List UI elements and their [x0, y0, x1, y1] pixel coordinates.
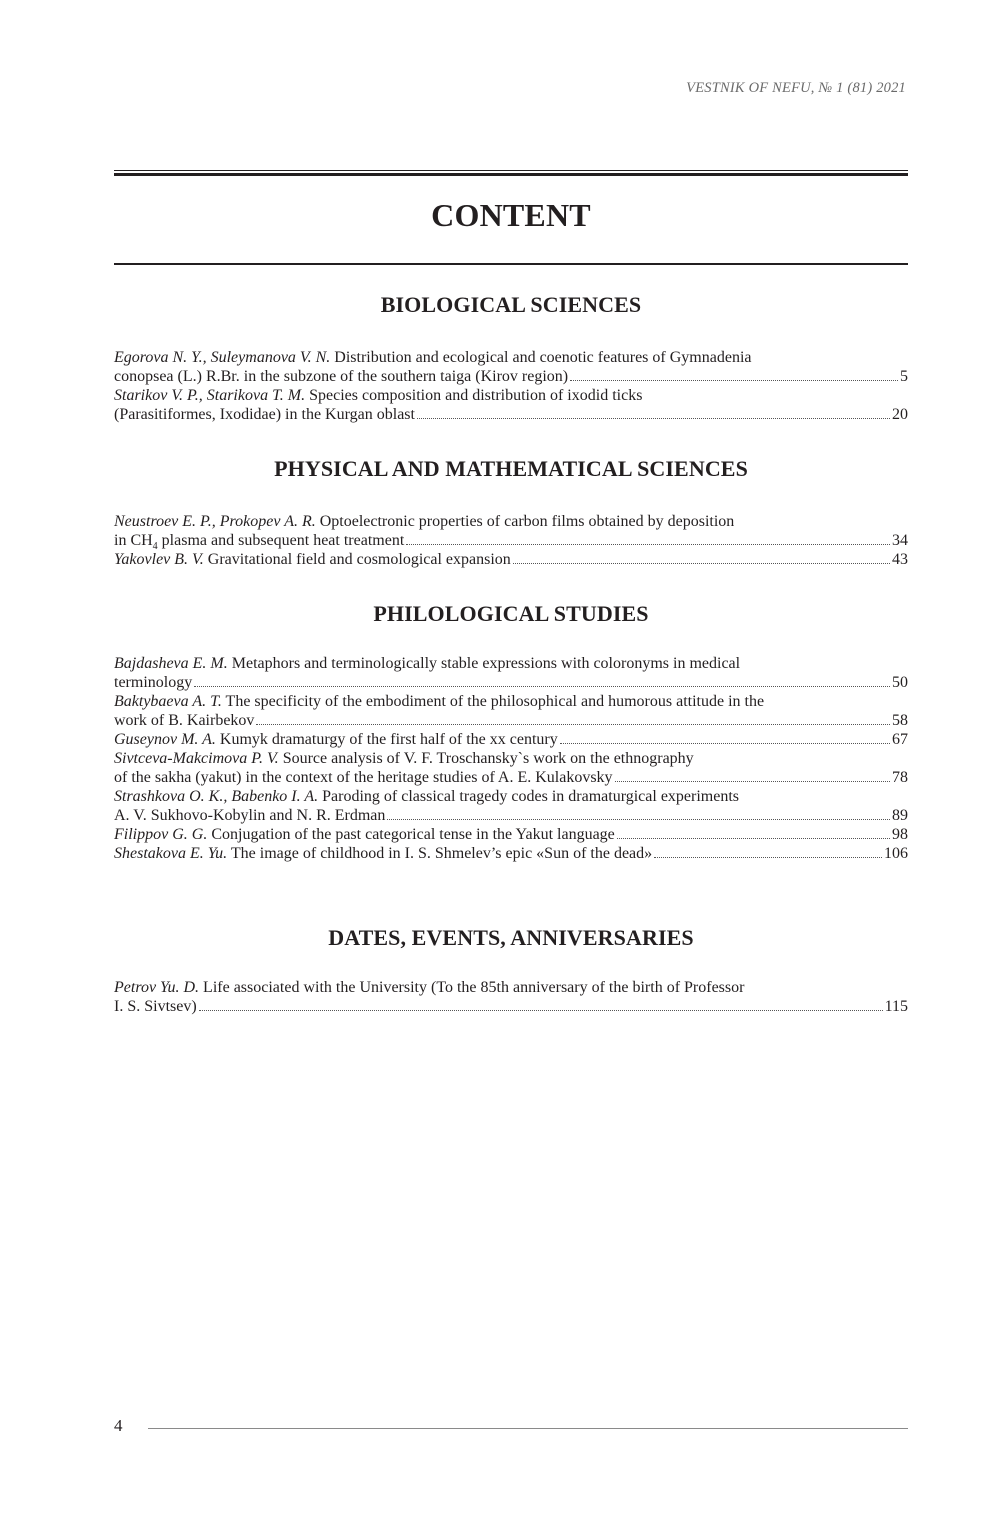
- entry-page: 115: [884, 998, 908, 1015]
- entry-title: Conjugation of the past categorical tense in the Yakut language: [207, 826, 615, 843]
- entry-authors: Baktybaeva A. T.: [114, 693, 222, 710]
- dot-leader: [513, 563, 890, 564]
- section-dates-events-anniversaries: [114, 924, 908, 1016]
- dot-leader: [387, 819, 890, 820]
- entry-title-cont: of the sakha (yakut) in the context of the heritage studies of A. E. Kulakovsky: [114, 769, 613, 786]
- entry-title-cont: A. V. Sukhovo-Kobylin and N. R. Erdman: [114, 807, 386, 824]
- entry-authors: Starikov V. P., Starikova T. M.: [114, 387, 306, 404]
- running-head: VESTNIK OF NEFU, № 1 (81) 2021: [686, 80, 906, 96]
- dot-leader: [570, 380, 898, 381]
- entry-authors: Yakovlev B. V.: [114, 551, 204, 568]
- entry-page: 106: [884, 845, 908, 862]
- entry-authors: Filippov G. G.: [114, 826, 208, 843]
- entry-title: Life associated with the University (To the 85th anniversary of the birth of Professor: [199, 979, 745, 996]
- toc-entry[interactable]: [114, 730, 908, 749]
- toc-entry[interactable]: [114, 749, 908, 787]
- toc-entry[interactable]: [114, 844, 908, 863]
- entry-authors: Bajdasheva E. M.: [114, 655, 228, 672]
- entry-page: 89: [892, 807, 908, 824]
- entry-page: 67: [892, 731, 908, 748]
- entry-page: 20: [892, 406, 908, 423]
- entry-title: Paroding of classical tragedy codes in dramaturgical experiments: [318, 788, 740, 805]
- section-heading: PHILOLOGICAL STUDIES: [373, 601, 649, 626]
- entry-title: Source analysis of V. F. Troschansky`s work on the ethnography: [278, 750, 694, 767]
- entry-title: Optoelectronic properties of carbon films obtained by deposition: [315, 513, 735, 530]
- toc-entry[interactable]: [114, 348, 908, 386]
- entry-page: 5: [900, 368, 908, 385]
- dot-leader: [560, 743, 890, 744]
- dot-leader: [256, 724, 890, 725]
- entry-title-cont: work of B. Kairbekov: [114, 712, 255, 729]
- toc-entry[interactable]: [114, 787, 908, 825]
- toc-entry[interactable]: [114, 825, 908, 844]
- page-title: CONTENT: [431, 197, 591, 233]
- page-number: 4: [114, 1416, 123, 1435]
- entry-title: Distribution and ecological and coenotic features of Gymnadenia: [330, 349, 752, 366]
- entry-authors: Petrov Yu. D.: [114, 979, 200, 996]
- entry-title-cont: (Parasitiformes, Ixodidae) in the Kurgan oblast: [114, 406, 415, 423]
- toc-entry[interactable]: [114, 692, 908, 730]
- entry-authors: Strashkova O. K., Babenko I. A.: [114, 788, 319, 805]
- entry-page: 58: [892, 712, 908, 729]
- toc-entry[interactable]: [114, 386, 908, 424]
- section-heading: PHYSICAL AND MATHEMATICAL SCIENCES: [274, 456, 748, 481]
- section-heading: BIOLOGICAL SCIENCES: [380, 292, 642, 317]
- entry-title: The image of childhood in I. S. Shmelev’s epic «Sun of the dead»: [227, 845, 653, 862]
- entry-title: Kumyk dramaturgy of the first half of the xx century: [215, 731, 558, 748]
- entry-page: 78: [892, 769, 908, 786]
- entry-authors: Neustroev E. P., Prokopev A. R.: [114, 513, 316, 530]
- title-top-rule: [114, 170, 908, 176]
- section-physical-mathematical-sciences: [114, 455, 908, 569]
- entry-title-cont: terminology: [114, 674, 193, 691]
- entry-title: The specificity of the embodiment of the philosophical and humorous attitude in the: [221, 693, 765, 710]
- dot-leader: [654, 857, 882, 858]
- dot-leader: [615, 781, 890, 782]
- entry-title: Species composition and distribution of ixodid ticks: [305, 387, 643, 404]
- entry-authors: Sivtceva-Makcimova P. V.: [114, 750, 279, 767]
- entry-authors: Guseynov M. A.: [114, 731, 216, 748]
- entry-page: 43: [892, 551, 908, 568]
- title-bottom-rule: [114, 263, 908, 265]
- dot-leader: [406, 544, 890, 545]
- entry-title: Gravitational field and cosmological expansion: [203, 551, 511, 568]
- section-philological-studies: [114, 600, 908, 863]
- entry-authors: Shestakova E. Yu.: [114, 845, 228, 862]
- section-heading: DATES, EVENTS, ANNIVERSARIES: [328, 925, 694, 950]
- toc-entry[interactable]: [114, 654, 908, 692]
- section-biological-sciences: [114, 291, 908, 424]
- entry-title: Metaphors and terminologically stable expressions with coloronyms in medical: [227, 655, 741, 672]
- entry-page: 98: [892, 826, 908, 843]
- dot-leader: [617, 838, 890, 839]
- entry-page: 34: [892, 532, 908, 549]
- dot-leader: [199, 1010, 883, 1011]
- footer-rule: [148, 1428, 908, 1429]
- entry-authors: Egorova N. Y., Suleymanova V. N.: [114, 349, 331, 366]
- dot-leader: [194, 686, 890, 687]
- toc-entry[interactable]: [114, 550, 908, 569]
- entry-page: 50: [892, 674, 908, 691]
- entry-title-cont: in $CH_4$ plasma and subsequent heat treatment: [114, 532, 405, 553]
- entry-title-cont: I. S. Sivtsev): [114, 998, 197, 1015]
- dot-leader: [417, 418, 890, 419]
- toc-entry[interactable]: [114, 512, 908, 553]
- entry-title-cont: conopsea (L.) R.Br. in the subzone of the southern taiga (Kirov region): [114, 368, 569, 385]
- toc-entry[interactable]: [114, 978, 908, 1016]
